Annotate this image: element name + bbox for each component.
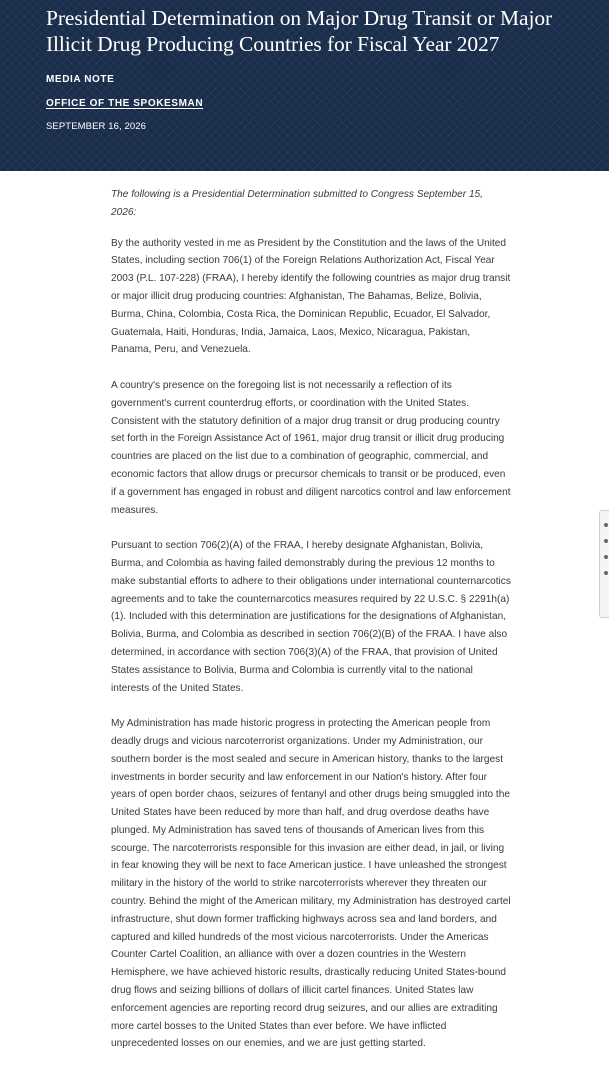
category-label: MEDIA NOTE xyxy=(46,74,115,85)
office-link[interactable]: OFFICE OF THE SPOKESMAN xyxy=(46,98,204,109)
page-header xyxy=(0,0,609,171)
paragraph-4: My Administration has made historic progress in protecting the American people from deadly drugs and vicious narcoterrorist organizations. Under my Administration, our southern border is the most sealed and secure in American history, thanks to the largest investments in border security and law enforcement in our Nation's history. After four years of open border chaos, seizures of fentanyl and other drugs being smuggled into the United States have been reduced by more than half, and drug overdose deaths have plunged. My Administration has saved tens of thousands of American lives from this scourge. The narcoterrorists responsible for this invasion are either dead, in jail, or living in fear knowing they will be next to face American justice. I have unleashed the strongest military in the history of the world to strike narcoterrorists wherever they threaten our country. Behind the might of the American military, my Administration has destroyed cartel infrastructure, shut down former trafficking highways across sea and land borders, and captured and killed hundreds of the most vicious narcoterrorists. Under the Americas Counter Cartel Coalition, an alliance with over a dozen countries in the Western Hemisphere, we have achieved historic results, drastically reducing United States-bound drug flows and seizing billions of dollars of illicit cartel finances. United States law enforcement agencies are reporting record drug seizures, and our allies are extraditing more cartel bosses to the United States than ever before. We have inflicted unprecedented losses on our enemies, and we are just getting started. xyxy=(111,718,511,1050)
share-icon xyxy=(604,555,608,559)
share-icon xyxy=(604,571,608,575)
page-title: Presidential Determination on Major Drug Transit or Major Illicit Drug Producing Countries for Fiscal Year 2027 xyxy=(46,6,553,56)
share-icon xyxy=(604,539,608,543)
article-body xyxy=(111,186,511,1071)
share-sidebar-tab[interactable] xyxy=(599,510,609,618)
share-icon xyxy=(604,523,608,527)
paragraph-1: By the authority vested in me as President by the Constitution and the laws of the United States, including section 706(1) of the Foreign Relations Authorization Act, Fiscal Year 2003 (P.L. 107-228) (FRAA), I hereby identify the following countries as major drug transit or major illicit drug producing countries: Afghanistan, The Bahamas, Belize, Bolivia, Burma, China, Colombia, Costa Rica, the Dominican Republic, Ecuador, El Salvador, Guatemala, Haiti, Honduras, India, Jamaica, Laos, Mexico, Nicaragua, Pakistan, Panama, Peru, and Venezuela. xyxy=(111,237,511,356)
intro-text: The following is a Presidential Determination submitted to Congress September 15, 2026: xyxy=(111,189,483,218)
publish-date: SEPTEMBER 16, 2026 xyxy=(46,121,147,132)
paragraph-3: Pursuant to section 706(2)(A) of the FRAA, I hereby designate Afghanistan, Bolivia, Burma, and Colombia as having failed demonstrably during the previous 12 months to make substantial efforts to adhere to their obligations under international counternarcotics agreements and to take the counternarcotics measures required by 22 U.S.C. § 2291h(a)(1). Included with this determination are justifications for the designations of Afghanistan, Bolivia, Burma, and Colombia as described in section 706(2)(B) of the FRAA. I have also determined, in accordance with section 706(3)(A) of the FRAA, that provision of United States assistance to Bolivia, Burma and Colombia is currently vital to the national interests of the United States. xyxy=(111,540,511,694)
paragraph-2: A country's presence on the foregoing list is not necessarily a reflection of its government's current counterdrug efforts, or coordination with the United States. Consistent with the statutory definition of a major drug transit or drug producing country set forth in the Foreign Assistance Act of 1961, major drug transit or illicit drug producing countries are placed on the list due to a combination of geographic, commercial, and economic factors that allow drugs or precursor chemicals to transit or be produced, even if a government has engaged in robust and diligent narcotics control and law enforcement measures. xyxy=(111,379,511,516)
